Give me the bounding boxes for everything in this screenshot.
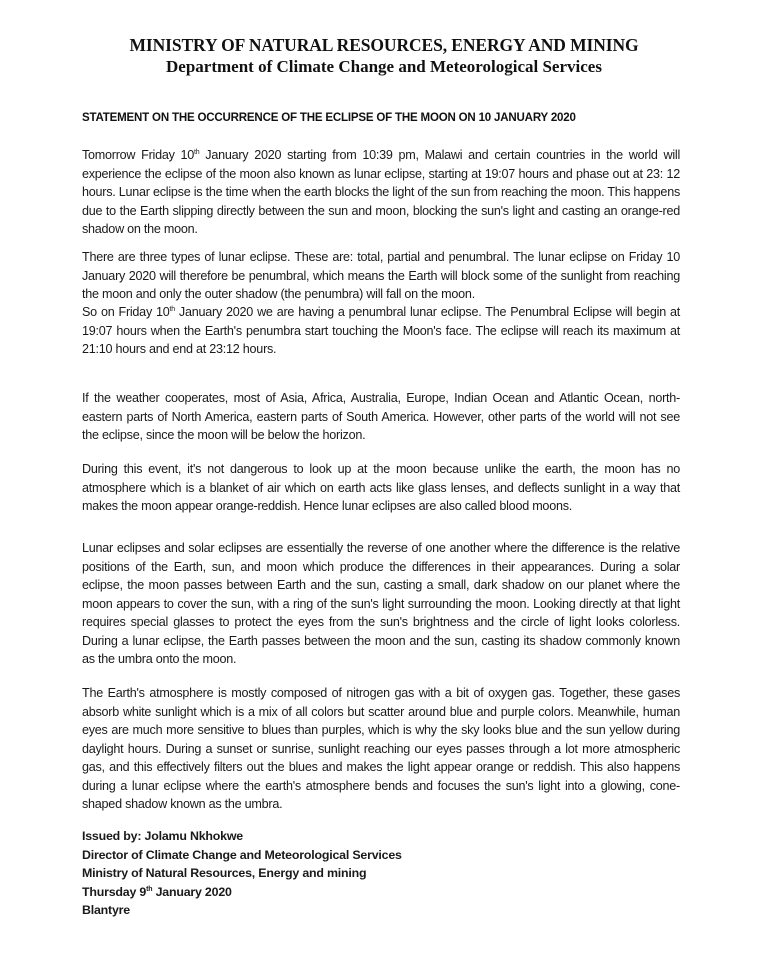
signature-block [82, 827, 402, 920]
p1-text-a: Tomorrow Friday 10 [82, 148, 195, 162]
p3-text-b: January 2020 we are having a penumbral lunar eclipse. The Penumbral Eclipse will begin at 19:07 hours when the Earth's penumbra start touching the Moon's face. The eclipse will reach its maximum at 21:10 hours and end at 23:12 hours. [82, 305, 680, 356]
p1-ordinal: th [194, 149, 200, 156]
paragraph-1 [82, 146, 680, 239]
issued-by: Issued by: Jolamu Nkhokwe [82, 829, 243, 843]
p3-ordinal: th [169, 306, 175, 313]
p1-text-b: January 2020 starting from 10:39 pm, Malawi and certain countries in the world will experience the eclipse of the moon also known as lunar eclipse, starting at 19:07 hours and phase out at 23: 12 hours. Lunar eclipse is the time when the earth blocks the light of the sun from reaching the moon. This happens due to the Earth slipping directly between the sun and moon, blocking the sun's light and casting an orange-red shadow on the moon. [82, 148, 681, 236]
ministry-name: MINISTRY OF NATURAL RESOURCES, ENERGY AND MINING [129, 35, 639, 55]
paragraph-6: Lunar eclipses and solar eclipses are essentially the reverse of one another where the difference is the relative positions of the Earth, sun, and moon which produce the differences in their appearances. During a solar eclipse, the moon passes between Earth and the sun, casting a small, dark shadow on our planet where the moon appears to cover the sun, with a ring of the sun's light surrounding the moon. Looking directly at that light requires special glasses to protect the eyes from the sun's brightness and the circle of light looks colorless. During a lunar eclipse, the Earth passes between the moon and the sun, casting its shadow commonly known as the umbra onto the moon. [82, 541, 680, 666]
paragraph-2: There are three types of lunar eclipse. These are: total, partial and penumbral. The lunar eclipse on Friday 10 January 2020 will therefore be penumbral, which means the Earth will block some of the sunlight from reaching the moon and only the outer shadow (the penumbra) will fall on the moon. [82, 250, 680, 301]
signatory-title: Director of Climate Change and Meteorological Services [82, 847, 402, 862]
paragraph-3 [82, 303, 680, 359]
issue-date-a: Thursday 9 [82, 884, 147, 899]
department-name: Department of Climate Change and Meteorological Services [166, 57, 602, 76]
paragraph-5: During this event, it's not dangerous to look up at the moon because unlike the earth, the moon has no atmosphere which is a blanket of air which on earth acts like glass lenses, and deflects sunlight in a way that makes the moon appear orange-reddish. Hence lunar eclipses are also called blood moons. [82, 462, 680, 513]
issue-date [82, 883, 402, 902]
issue-date-b: January 2020 [152, 884, 232, 899]
letterhead [0, 34, 768, 78]
statement-title: STATEMENT ON THE OCCURRENCE OF THE ECLIPSE OF THE MOON ON 10 JANUARY 2020 [82, 110, 576, 124]
signatory-ministry: Ministry of Natural Resources, Energy and mining [82, 866, 367, 880]
paragraph-7: The Earth's atmosphere is mostly composed of nitrogen gas with a bit of oxygen gas. Together, these gases absorb white sunlight which is a mix of all colors but scatter around blue and purple colors. Meanwhile, human eyes are much more sensitive to blues than purples, which is why the sky looks blue and the sun yellow during daylight hours. During a sunset or sunrise, sunlight reaching our eyes passes through a lot more atmospheric gas, and this effectively filters out the blues and makes the light appear orange or reddish. This also happens during a lunar eclipse where the earth's atmosphere bends and focuses the sun's light into a glowing, cone-shaped shadow known as the umbra. [82, 686, 680, 811]
issue-place: Blantyre [82, 903, 130, 917]
paragraph-4: If the weather cooperates, most of Asia, Africa, Australia, Europe, Indian Ocean and Atlantic Ocean, north-eastern parts of North America, eastern parts of South America. However, other parts of the world will not see the eclipse, since the moon will be below the horizon. [82, 391, 680, 442]
issue-date-ordinal: th [146, 885, 153, 893]
p3-text-a: So on Friday 10 [82, 305, 170, 319]
